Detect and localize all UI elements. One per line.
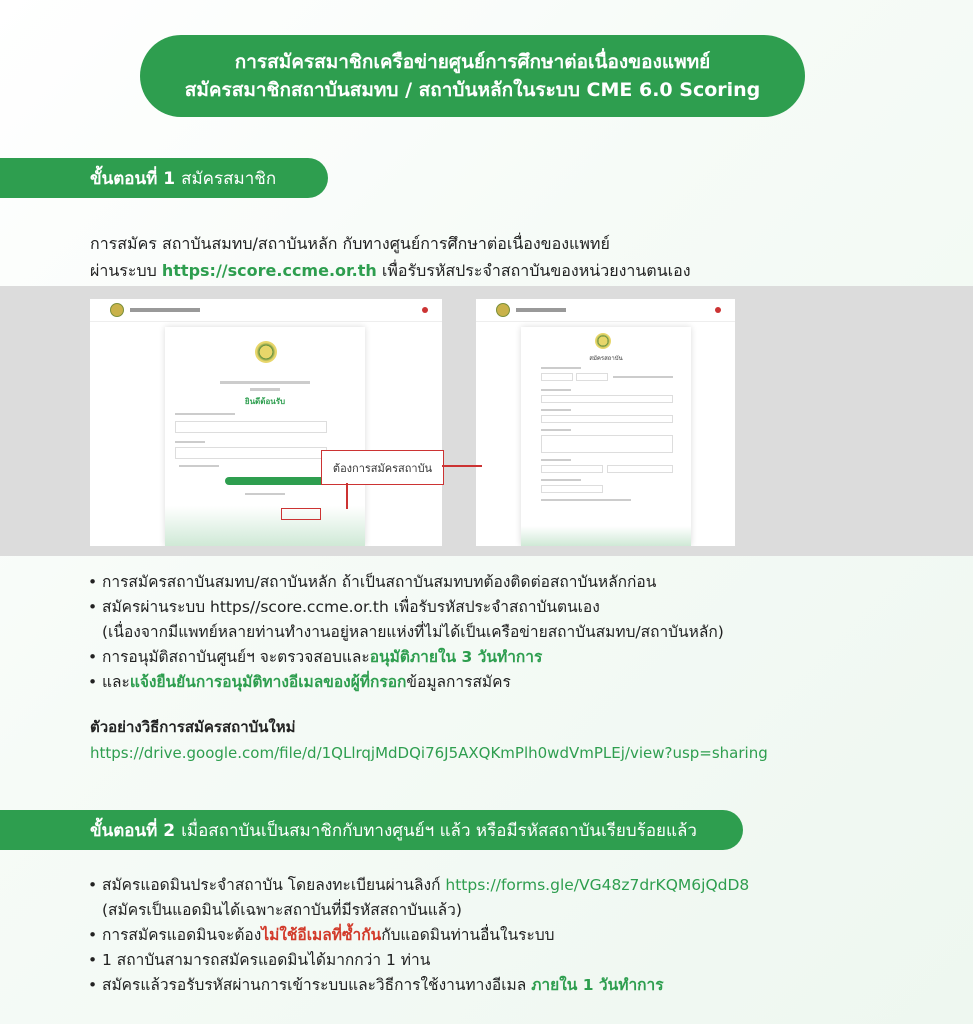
- bullet-emph: แจ้งยืนยันการอนุมัติทางอีเมลของผู้ที่กรอก: [129, 673, 407, 691]
- intro-line-1: การสมัคร สถาบันสมทบ/สถาบันหลัก กับทางศูนย์การศึกษาต่อเนื่องของแพทย์: [90, 234, 610, 253]
- ph-box: [607, 465, 673, 473]
- title-line-1: การสมัครสมาชิกเครือข่ายศูนย์การศึกษาต่อเนื่องของแพทย์: [234, 51, 711, 73]
- list-item: • สมัครผ่านระบบ https//score.ccme.or.th เพื่อรับรหัสประจำสถาบันตนเอง: [88, 595, 724, 620]
- page-title-banner: [140, 35, 805, 117]
- mini-header-text: [516, 308, 566, 312]
- ph-box: [541, 415, 673, 423]
- callout-register-institution: ต้องการสมัครสถาบัน: [321, 450, 444, 485]
- list-item: [88, 645, 724, 670]
- ph-line: [541, 459, 571, 461]
- logo-icon: [496, 303, 510, 317]
- ph-box: [541, 435, 673, 453]
- ph-line: [541, 499, 631, 501]
- step-2-text: เมื่อสถาบันเป็นสมาชิกกับทางศูนย์ฯ แล้ว หรือมีรหัสสถาบันเรียบร้อยแล้ว: [181, 820, 697, 841]
- mini-header: [90, 299, 442, 322]
- list-item: • 1 สถาบันสามารถสมัครแอดมินได้มากกว่า 1 ท่าน: [88, 948, 749, 973]
- ph-line: [541, 367, 581, 369]
- bullet-text: สมัครแล้วรอรับรหัสผ่านการเข้าระบบและวิธีการใช้งานทางอีเมล: [102, 976, 527, 994]
- bullet-text: และ: [102, 673, 130, 691]
- callout-box2: [281, 508, 321, 520]
- bullet-text: การสมัครแอดมินจะต้อง: [102, 926, 262, 944]
- login-card: [165, 327, 365, 546]
- ph-line: [179, 465, 219, 467]
- step-1-banner: [0, 158, 328, 198]
- ph-box: [541, 373, 573, 381]
- mini-login-button: [225, 477, 325, 485]
- emblem-icon: [595, 333, 611, 349]
- ph-line: [541, 429, 571, 431]
- intro-line-2: [90, 257, 691, 284]
- bullet-text: สมัครแอดมินประจำสถาบัน โดยลงทะเบียนผ่านลิงก์: [102, 876, 441, 894]
- ph-line: [220, 381, 310, 384]
- list-item: (เนื่องจากมีแพทย์หลายท่านทำงานอยู่หลายแห่งที่ไม่ได้เป็นเครือข่ายสถาบันสมทบ/สถาบันหลัก): [102, 623, 724, 641]
- ph-line: [541, 389, 571, 391]
- ph-line: [175, 441, 205, 443]
- emblem-icon: [255, 341, 277, 363]
- list-item: [88, 670, 724, 695]
- logo-icon: [110, 303, 124, 317]
- wave: [521, 526, 691, 546]
- mini-register-title: สมัครสถาบัน: [589, 355, 623, 362]
- ph-line: [541, 409, 571, 411]
- ph-line: [175, 413, 235, 415]
- ph-box: [175, 447, 327, 459]
- callout-line-v: [346, 483, 348, 509]
- bullet-text: การอนุมัติสถาบันศูนย์ฯ จะตรวจสอบและ: [102, 648, 370, 666]
- mini-header-text: [130, 308, 200, 312]
- score-url-link[interactable]: https://score.ccme.or.th: [161, 261, 377, 280]
- bullet-emph: ไม่ใช้อีเมลที่ซ้ำกัน: [261, 926, 382, 944]
- callout-line-h: [442, 465, 482, 467]
- list-item: [88, 973, 749, 998]
- ph-box: [541, 465, 603, 473]
- list-item: • การสมัครสถาบันสมทบ/สถาบันหลัก ถ้าเป็นสถาบันสมทบทต้องติดต่อสถาบันหลักก่อน: [88, 570, 724, 595]
- register-card: [521, 327, 691, 546]
- mini-welcome: ยินดีต้อนรับ: [244, 397, 286, 406]
- login-screenshot: [90, 299, 442, 546]
- forms-link[interactable]: https://forms.gle/VG48z7drKQM6jQdD8: [445, 876, 750, 894]
- ph-line: [613, 376, 673, 378]
- example-drive-link[interactable]: https://drive.google.com/file/d/1QLlrqjMdDQi76J5AXQKmPlh0wdVmPLEj/view?usp=sharing: [90, 744, 768, 762]
- list-item: (สมัครเป็นแอดมินได้เฉพาะสถาบันที่มีรหัสสถาบันแล้ว): [102, 901, 462, 919]
- bullet-text: กับแอดมินท่านอื่นในระบบ: [381, 926, 555, 944]
- step-2-banner: [0, 810, 743, 850]
- list-item: [88, 873, 749, 898]
- ph-box: [541, 485, 603, 493]
- bullet-text: ข้อมูลการสมัคร: [406, 673, 511, 691]
- intro-line-2-pre: ผ่านระบบ: [90, 261, 157, 280]
- step-1-label: ขั้นตอนที่ 1: [90, 168, 176, 189]
- bullet-emph: ภายใน 1 วันทำการ: [531, 976, 664, 994]
- title-line-2: สมัครสมาชิกสถาบันสมทบ / สถาบันหลักในระบบ CME 6.0 Scoring: [184, 79, 761, 101]
- flag-icon: [422, 307, 428, 313]
- list-item: [88, 923, 749, 948]
- step-2-label: ขั้นตอนที่ 2: [90, 820, 176, 841]
- mini-header-right: [476, 299, 735, 322]
- ph-line: [250, 388, 280, 391]
- step-1-intro: [90, 230, 691, 284]
- ph-box: [175, 421, 327, 433]
- register-screenshot: [476, 299, 735, 546]
- flag-icon: [715, 307, 721, 313]
- ph-line: [245, 493, 285, 495]
- ph-line: [541, 479, 581, 481]
- bullet-emph: อนุมัติภายใน 3 วันทำการ: [369, 648, 543, 666]
- step-2-bullets: [88, 873, 749, 998]
- example-title: ตัวอย่างวิธีการสมัครสถาบันใหม่: [90, 718, 296, 736]
- ph-box: [541, 395, 673, 403]
- wave: [165, 506, 365, 546]
- step-1-bullets: [88, 570, 724, 695]
- ph-box: [576, 373, 608, 381]
- intro-line-2-post: เพื่อรับรหัสประจำสถาบันของหน่วยงานตนเอง: [381, 261, 691, 280]
- step-1-text: สมัครสมาชิก: [181, 168, 277, 189]
